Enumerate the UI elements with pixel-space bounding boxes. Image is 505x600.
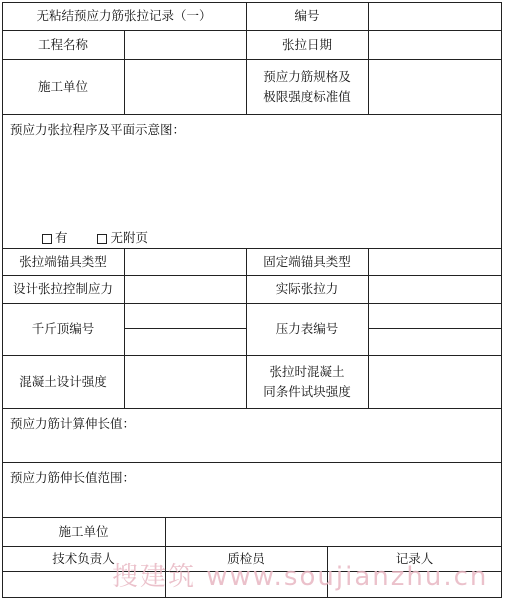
construction-unit-field[interactable] <box>124 59 246 114</box>
form-title: 无粘结预应力筋张拉记录（一） <box>36 8 212 23</box>
tension-date-field[interactable] <box>368 30 502 59</box>
design-stress-label: 设计张拉控制应力 <box>12 281 113 296</box>
gauge-no-label: 压力表编号 <box>275 321 339 336</box>
actual-force-label: 实际张拉力 <box>275 281 339 296</box>
calc-elongation-label: 预应力筋计算伸长值： <box>10 416 136 431</box>
procedure-area[interactable] <box>2 114 502 248</box>
concrete-design-label: 混凝土设计强度 <box>19 373 107 389</box>
inspector-label: 质检员 <box>227 550 265 566</box>
procedure-label: 预应力张拉程序及平面示意图： <box>10 122 186 137</box>
footer-unit-label: 施工单位 <box>58 523 109 539</box>
test-block-field[interactable] <box>368 355 502 408</box>
spec-label <box>246 59 368 114</box>
design-stress-field[interactable] <box>124 275 246 303</box>
gauge-no-field-1[interactable] <box>368 303 502 328</box>
attachment-no-label: 无附页 <box>110 230 148 245</box>
tension-anchor-field[interactable] <box>124 248 246 275</box>
jack-no-field-2[interactable] <box>124 328 246 355</box>
fixed-anchor-label: 固定端锚具类型 <box>263 253 351 269</box>
gauge-no-field-2[interactable] <box>368 328 502 355</box>
calc-elongation-area[interactable] <box>2 408 502 462</box>
construction-unit-label: 施工单位 <box>37 78 88 94</box>
project-name-label: 工程名称 <box>37 36 88 52</box>
fixed-anchor-field[interactable] <box>368 248 502 275</box>
number-label: 编号 <box>294 8 320 23</box>
tech-lead-label: 技术负责人 <box>52 550 115 566</box>
attachment-options <box>42 230 148 246</box>
test-block-line2: 同条件试块强度 <box>263 383 351 399</box>
attachment-yes-checkbox[interactable] <box>42 234 52 244</box>
test-block-label <box>246 355 368 408</box>
jack-no-field-1[interactable] <box>124 303 246 328</box>
actual-force-field[interactable] <box>368 275 502 303</box>
test-block-line1: 张拉时混凝土 <box>269 363 345 379</box>
site-watermark: 搜建筑 www.soujianzhu.cn <box>112 562 489 592</box>
spec-label-line1: 预应力筋规格及 <box>263 68 351 84</box>
attachment-no-checkbox[interactable] <box>97 234 107 244</box>
concrete-design-field[interactable] <box>124 355 246 408</box>
project-name-field[interactable] <box>124 30 246 59</box>
recorder-label: 记录人 <box>395 550 434 566</box>
tension-date-label: 张拉日期 <box>281 36 332 52</box>
tension-anchor-label: 张拉端锚具类型 <box>19 253 107 269</box>
spec-field[interactable] <box>368 59 502 114</box>
footer-unit-field[interactable] <box>165 517 502 546</box>
jack-no-label: 千斤顶编号 <box>31 321 95 336</box>
attachment-yes-label: 有 <box>55 230 68 245</box>
elongation-range-area[interactable] <box>2 462 502 517</box>
number-field[interactable] <box>368 2 502 30</box>
elongation-range-label: 预应力筋伸长值范围： <box>10 470 136 485</box>
tension-record-form <box>2 2 502 598</box>
spec-label-line2: 极限强度标准值 <box>263 88 351 104</box>
